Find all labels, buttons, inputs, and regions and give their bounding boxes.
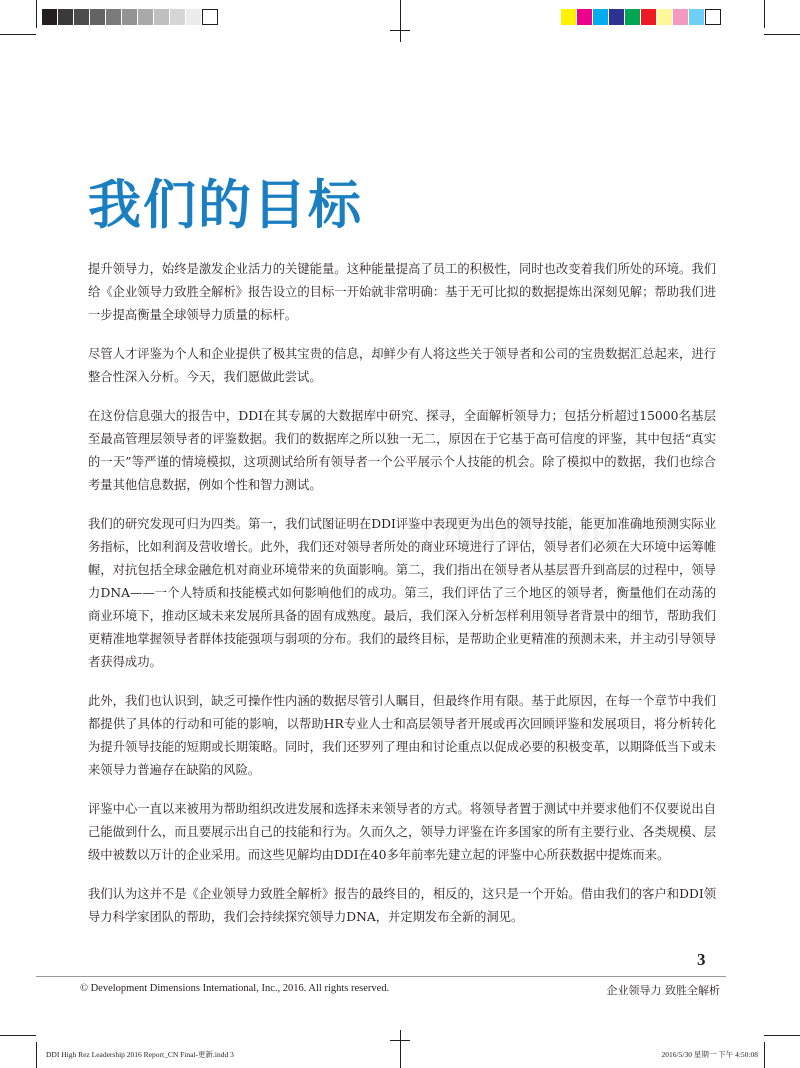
gray-swatch — [154, 9, 170, 25]
color-swatch — [641, 9, 657, 25]
gray-swatch — [90, 9, 106, 25]
gray-swatch — [186, 9, 202, 25]
color-swatch — [705, 9, 721, 25]
gray-swatch — [138, 9, 154, 25]
gray-swatch — [58, 9, 74, 25]
process-color-bar — [561, 9, 721, 25]
crop-mark — [764, 34, 800, 35]
gray-swatch — [122, 9, 138, 25]
gray-swatch — [106, 9, 122, 25]
crop-mark — [764, 1035, 800, 1036]
crop-mark — [764, 1042, 765, 1068]
gray-swatch — [74, 9, 90, 25]
color-swatch — [625, 9, 641, 25]
color-swatch — [657, 9, 673, 25]
slug-timestamp: 2016/5/30 星期一 下午 4:50:08 — [661, 1050, 758, 1059]
page-title: 我们的目标 — [88, 175, 363, 236]
color-swatch — [561, 9, 577, 25]
color-swatch — [577, 9, 593, 25]
paragraph: 此外，我们也认识到，缺乏可操作性内涵的数据尽管引人瞩目，但最终作用有限。基于此原因，在每一个章节中我们都提供了具体的行动和可能的影响，以帮助HR专业人士和高层领导者开展或再次回顾评鉴和发展项目，将分析转化为提升领导技能的短期或长期策略。同时，我们还罗列了理由和讨论重点以促成必要的积极变革，以期降低当下或未来领导力普遍存在缺陷的风险。 — [88, 694, 716, 777]
paragraph: 评鉴中心一直以来被用为帮助组织改进发展和选择未来领导者的方式。将领导者置于测试中并要求他们不仅要说出自己能做到什么，而且要展示出自己的技能和行为。久而久之，领导力评鉴在许多国家的所有主要行业、各类规模、层级中被数以万计的企业采用。而这些见解均由DDI在40多年前率先建立起的评鉴中心所获数据中提炼而来。 — [88, 802, 716, 862]
color-swatch — [673, 9, 689, 25]
paragraph: 我们的研究发现可归为四类。第一，我们试图证明在DDI评鉴中表现更为出色的领导技能，能更加准确地预测实际业务指标，比如利润及营收增长。此外，我们还对领导者所处的商业环境进行了评估，领导者们必须在大环境中运筹帷幄，对抗包括全球金融危机对商业环境带来的负面影响。第二，我们指出在领导者从基层晋升到高层的过程中，领导力DNA——一个人特质和技能模式如何影响他们的成功。第三，我们评估了三个地区的领导者，衡量他们在动荡的商业环境下，推动区域未来发展所具备的固有成熟度。最后，我们深入分析怎样利用领导者背景中的细节，帮助我们更精准地掌握领导者群体技能强项与弱项的分布。我们的最终目标，是帮助企业更精准的预测未来，并主动引导领导者获得成功。 — [88, 517, 716, 669]
grayscale-color-bar — [42, 9, 218, 25]
paragraph: 我们认为这并不是《企业领导力致胜全解析》报告的最终目的，相反的，这只是一个开始。借由我们的客户和DDI领导力科学家团队的帮助，我们会持续探究领导力DNA，并定期发布全新的洞见。 — [88, 887, 716, 924]
copyright-notice: © Development Dimensions International, Inc., 2016. All rights reserved. — [80, 983, 390, 994]
crop-mark — [764, 0, 765, 28]
crop-mark — [400, 0, 401, 42]
slug-file-name: DDI High Rez Leadership 2016 Report_CN Final-更新.indd 3 — [46, 1050, 234, 1059]
footer-divider — [36, 976, 726, 977]
crop-mark — [390, 1040, 410, 1041]
paragraph: 提升领导力，始终是激发企业活力的关键能量。这种能量提高了员工的积极性，同时也改变着我们所处的环境。我们给《企业领导力致胜全解析》报告设立的目标一开始就非常明确：基于无可比拟的数据提炼出深刻见解；帮助我们进一步提高衡量全球领导力质量的标杆。 — [88, 262, 716, 322]
footer-report-title: 企业领导力 致胜全解析 — [606, 984, 720, 997]
gray-swatch — [170, 9, 186, 25]
color-swatch — [689, 9, 705, 25]
crop-mark — [0, 34, 36, 35]
gray-swatch — [202, 9, 218, 25]
paragraph: 尽管人才评鉴为个人和企业提供了极其宝贵的信息，却鲜少有人将这些关于领导者和公司的宝贵数据汇总起来，进行整合性深入分析。今天，我们愿做此尝试。 — [88, 347, 716, 384]
color-swatch — [593, 9, 609, 25]
crop-mark — [400, 1030, 401, 1068]
body-text — [88, 258, 716, 945]
crop-mark — [36, 1042, 37, 1068]
page-number: 3 — [697, 950, 706, 969]
color-swatch — [609, 9, 625, 25]
crop-mark — [390, 30, 410, 31]
crop-mark — [0, 1035, 36, 1036]
crop-mark — [36, 0, 37, 28]
gray-swatch — [42, 9, 58, 25]
paragraph: 在这份信息强大的报告中，DDI在其专属的大数据库中研究、探寻，全面解析领导力；包括分析超过15000名基层至最高管理层领导者的评鉴数据。我们的数据库之所以独一无二，原因在于它基于高可信度的评鉴，其中包括“真实的一天”等严谨的情境模拟，这项测试给所有领导者一个公平展示个人技能的机会。除了模拟中的数据，我们也综合考量其他信息数据，例如个性和智力测试。 — [88, 409, 716, 492]
